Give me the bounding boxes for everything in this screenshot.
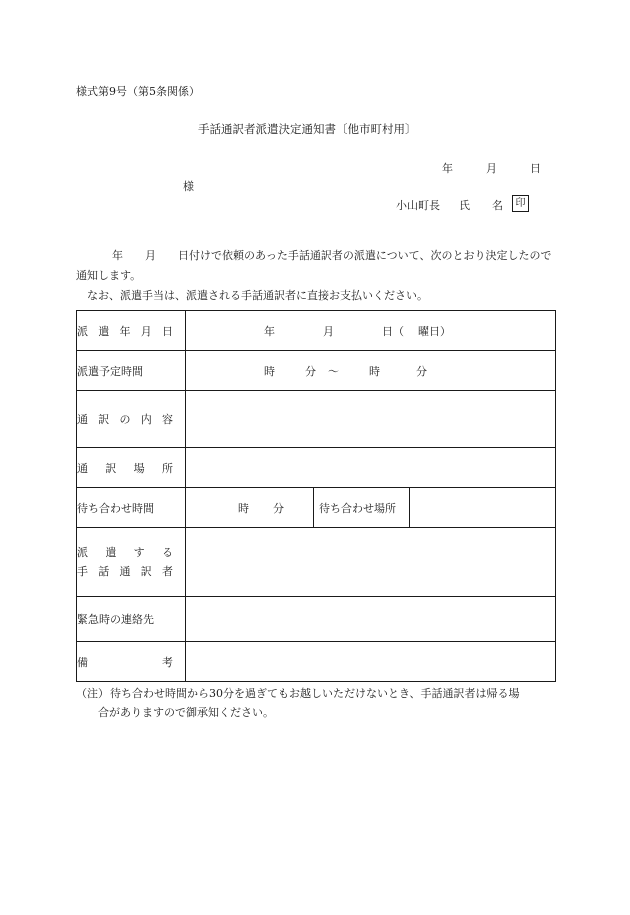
meeting-hour: 時 xyxy=(238,501,249,515)
interpretation-place-field[interactable] xyxy=(186,448,556,488)
table-row xyxy=(77,391,556,448)
meeting-time-field[interactable] xyxy=(186,488,314,528)
row-label-remarks: 備 考 xyxy=(77,642,186,682)
row-label-dispatch-date: 派 遣 年 月 日 xyxy=(77,311,186,351)
footnote-line-1: 待ち合わせ時間から30分を過ぎてもお越しいただけないとき、手話通訳者は帰る場 xyxy=(110,687,520,700)
meeting-minute: 分 xyxy=(273,501,284,515)
table-row xyxy=(77,488,556,528)
dispatched-interpreter-field[interactable] xyxy=(186,528,556,597)
document-title: 手話通訳者派遣決定通知書〔他市町村用〕 xyxy=(198,122,417,136)
dispatch-date-weekday: 曜日） xyxy=(418,324,451,338)
time-end-minute: 分 xyxy=(416,364,427,378)
row-label-emergency-contact: 緊急時の連絡先 xyxy=(77,597,186,642)
table-row xyxy=(77,597,556,642)
body-paragraph-1: 年 月 日付けで依頼のあった手話通訳者の派遣について、次のとおり決定したので通知します。 xyxy=(76,249,552,282)
table-row xyxy=(77,642,556,682)
interpretation-content-field[interactable] xyxy=(186,391,556,448)
dispatch-date-day: 日（ xyxy=(382,324,404,338)
dispatch-table xyxy=(76,310,556,682)
dispatch-date-month: 月 xyxy=(323,324,334,338)
table-row xyxy=(77,528,556,597)
row-label-scheduled-time: 派遣予定時間 xyxy=(77,351,186,391)
footnote-line-2: 合がありますので御承知ください。 xyxy=(98,706,274,719)
row-label-dispatched-interpreter: 派 遣 す る 手 話 通 訳 者 xyxy=(77,528,186,597)
table-row xyxy=(77,448,556,488)
footnote-mark: （注） xyxy=(76,687,109,700)
body-paragraph-2 xyxy=(76,286,556,306)
time-start-hour: 時 xyxy=(264,364,275,378)
body-paragraph-2-text: なお、派遣手当は、派遣される手話通訳者に直接お支払いください。 xyxy=(87,289,428,302)
dispatch-date-field[interactable] xyxy=(186,311,556,351)
table-row xyxy=(77,351,556,391)
time-start-minute: 分 xyxy=(305,364,316,378)
date-year-label: 年 xyxy=(442,162,453,175)
form-number: 様式第9号（第5条関係） xyxy=(76,85,200,98)
meeting-place-label: 待ち合わせ場所 xyxy=(314,488,410,528)
issue-date xyxy=(442,163,541,174)
remarks-field[interactable] xyxy=(186,642,556,682)
sender-block xyxy=(396,200,503,211)
time-end-hour: 時 xyxy=(369,364,380,378)
sender-title: 小山町長 xyxy=(396,199,440,212)
meeting-place-field[interactable] xyxy=(410,488,556,528)
seal-mark: 印 xyxy=(512,195,529,212)
addressee-suffix: 様 xyxy=(183,180,194,193)
row-label-interpretation-place: 通 訳 場 所 xyxy=(77,448,186,488)
scheduled-time-field[interactable] xyxy=(186,351,556,391)
dispatch-date-year: 年 xyxy=(264,324,275,338)
row-label-interpretation-content: 通 訳 の 内 容 xyxy=(77,391,186,448)
emergency-contact-field[interactable] xyxy=(186,597,556,642)
sender-name-label: 氏 名 xyxy=(459,199,503,212)
time-range-separator: ～ xyxy=(328,364,339,378)
row-label-meeting-time: 待ち合わせ時間 xyxy=(77,488,186,528)
table-row xyxy=(77,311,556,351)
date-month-label: 月 xyxy=(486,162,497,175)
date-day-label: 日 xyxy=(530,162,541,175)
